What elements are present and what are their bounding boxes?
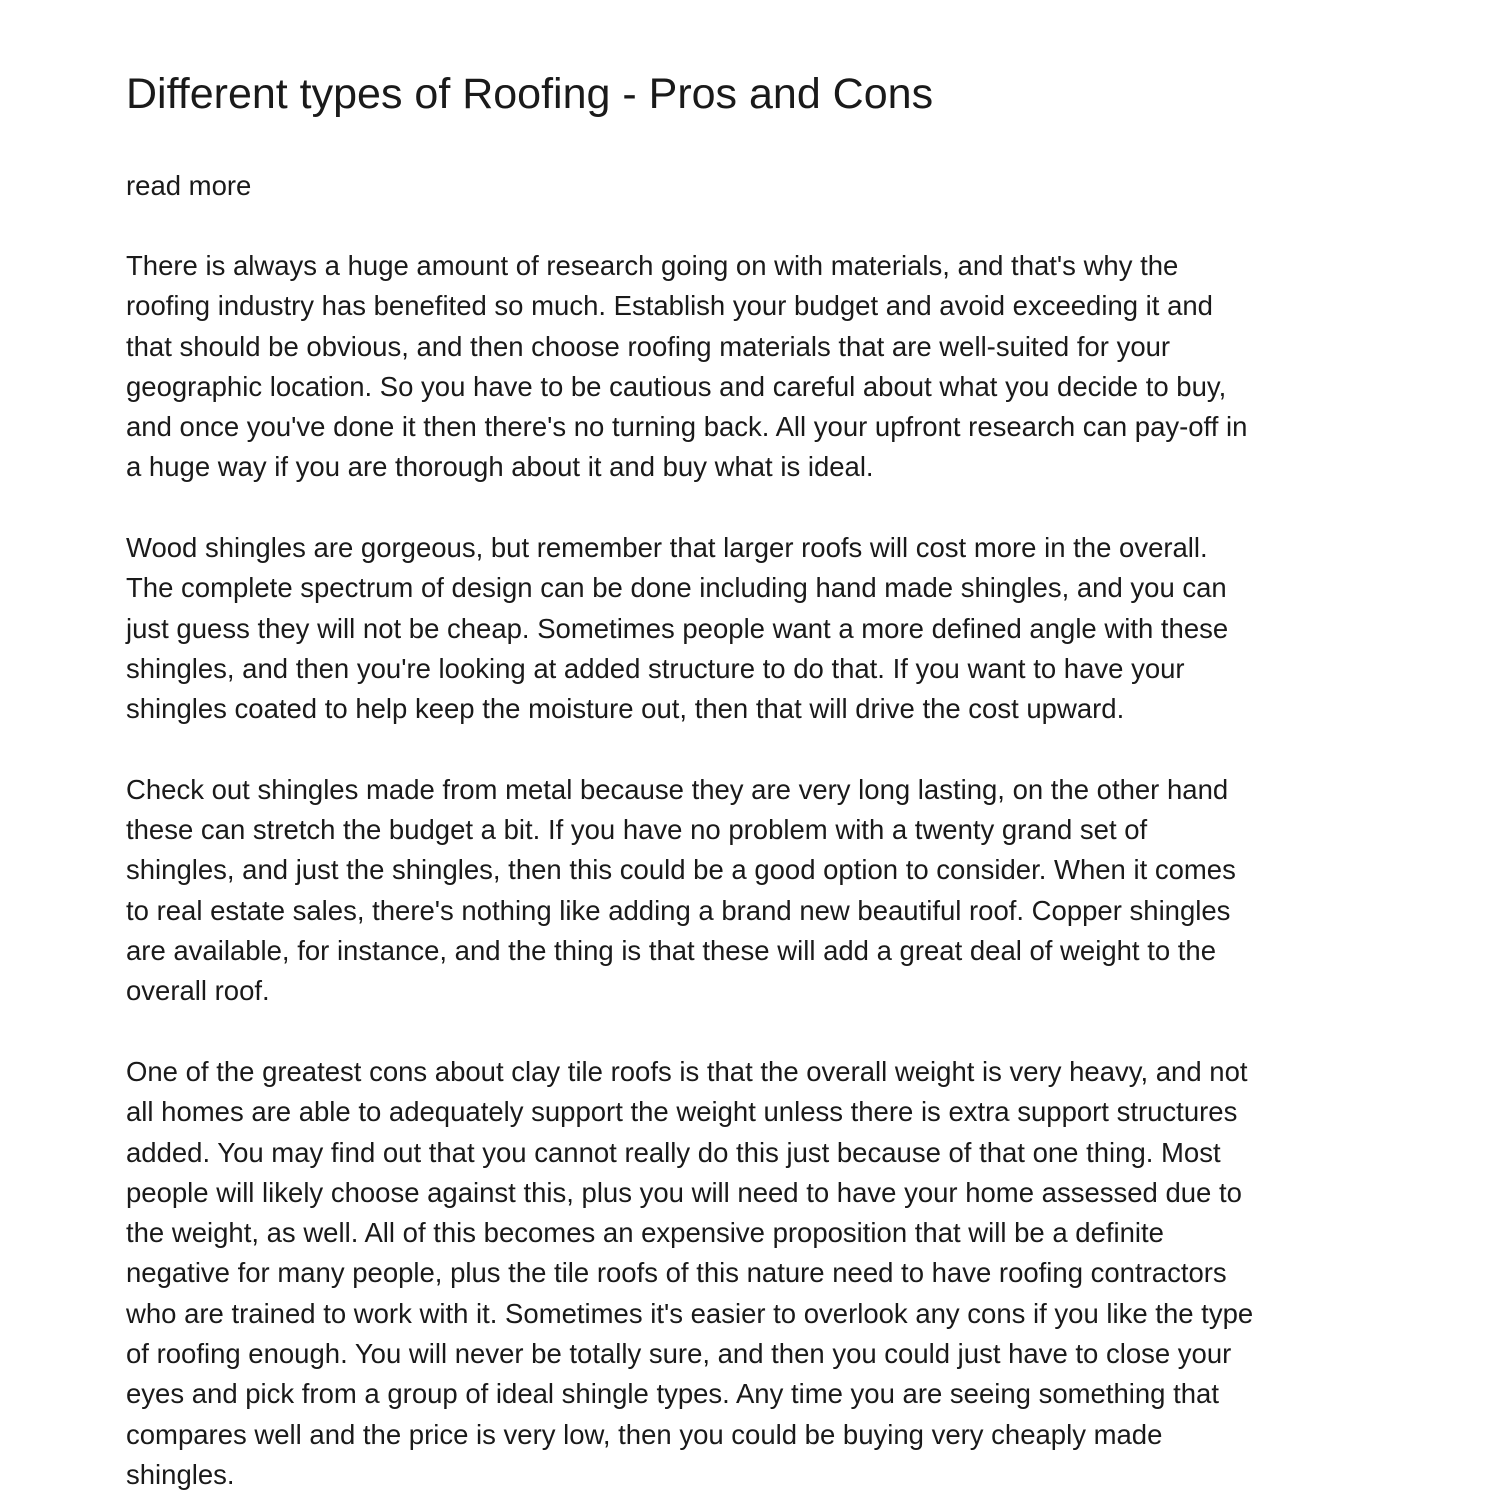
paragraph-line: just guess they will not be cheap. Sometimes people want a more defined angle with these: [126, 612, 1229, 644]
paragraph-clay-tile: [126, 1052, 1376, 1495]
paragraph-line: added. You may find out that you cannot really do this just because of that one thing. Most: [126, 1136, 1221, 1168]
paragraph-line: to real estate sales, there's nothing like adding a brand new beautiful roof. Copper shingles: [126, 894, 1231, 926]
paragraph-line: compares well and the price is very low, then you could be buying very cheaply made: [126, 1418, 1163, 1450]
paragraph-research: [126, 246, 1376, 488]
paragraph-line: these can stretch the budget a bit. If you have no problem with a twenty grand set of: [126, 814, 1148, 846]
paragraph-spacer: [126, 730, 1376, 770]
paragraph-line: shingles, and then you're looking at added structure to do that. If you want to have your: [126, 652, 1185, 684]
paragraph-line: One of the greatest cons about clay tile roofs is that the overall weight is very heavy, and not: [126, 1055, 1248, 1087]
read-more-text: read more: [126, 170, 252, 201]
paragraph-line: and once you've done it then there's no turning back. All your upfront research can pay-off in: [126, 411, 1248, 443]
paragraph-metal-shingles: [126, 770, 1376, 1012]
paragraph-line: shingles coated to help keep the moisture out, then that will drive the cost upward.: [126, 693, 1125, 725]
paragraph-line: are available, for instance, and the thing is that these will add a great deal of weight to the: [126, 935, 1216, 967]
paragraph-line: all homes are able to adequately support the weight unless there is extra support structures: [126, 1096, 1238, 1128]
paragraph-line: negative for many people, plus the tile roofs of this nature need to have roofing contractors: [126, 1257, 1227, 1289]
paragraph-line: The complete spectrum of design can be done including hand made shingles, and you can: [126, 572, 1227, 604]
paragraph-line: geographic location. So you have to be cautious and careful about what you decide to buy,: [126, 370, 1227, 402]
paragraph-line: Check out shingles made from metal because they are very long lasting, on the other hand: [126, 773, 1229, 805]
paragraph-line: shingles, and just the shingles, then this could be a good option to consider. When it comes: [126, 854, 1236, 886]
paragraph-line: people will likely choose against this, plus you will need to have your home assessed due to: [126, 1176, 1242, 1208]
paragraph-line: eyes and pick from a group of ideal shingle types. Any time you are seeing something that: [126, 1378, 1219, 1410]
paragraph-line: who are trained to work with it. Sometimes it's easier to overlook any cons if you like the type: [126, 1297, 1254, 1329]
paragraph-line: Wood shingles are gorgeous, but remember that larger roofs will cost more in the overall.: [126, 532, 1208, 564]
paragraph-line: the weight, as well. All of this becomes an expensive proposition that will be a definite: [126, 1217, 1164, 1249]
article-body: [126, 246, 1376, 1495]
page-title: Different types of Roofing - Pros and Cons: [126, 70, 934, 118]
paragraph-line: overall roof.: [126, 975, 270, 1007]
paragraph-line: shingles.: [126, 1458, 235, 1490]
paragraph-line: of roofing enough. You will never be totally sure, and then you could just have to close your: [126, 1338, 1232, 1370]
paragraph-wood-shingles: [126, 528, 1376, 729]
paragraph-spacer: [126, 488, 1376, 528]
paragraph-line: a huge way if you are thorough about it and buy what is ideal.: [126, 451, 874, 483]
paragraph-line: roofing industry has benefited so much. Establish your budget and avoid exceeding it and: [126, 290, 1213, 322]
paragraph-spacer: [126, 1012, 1376, 1052]
paragraph-line: There is always a huge amount of research going on with materials, and that's why the: [126, 250, 1179, 281]
paragraph-line: that should be obvious, and then choose roofing materials that are well-suited for your: [126, 330, 1171, 362]
